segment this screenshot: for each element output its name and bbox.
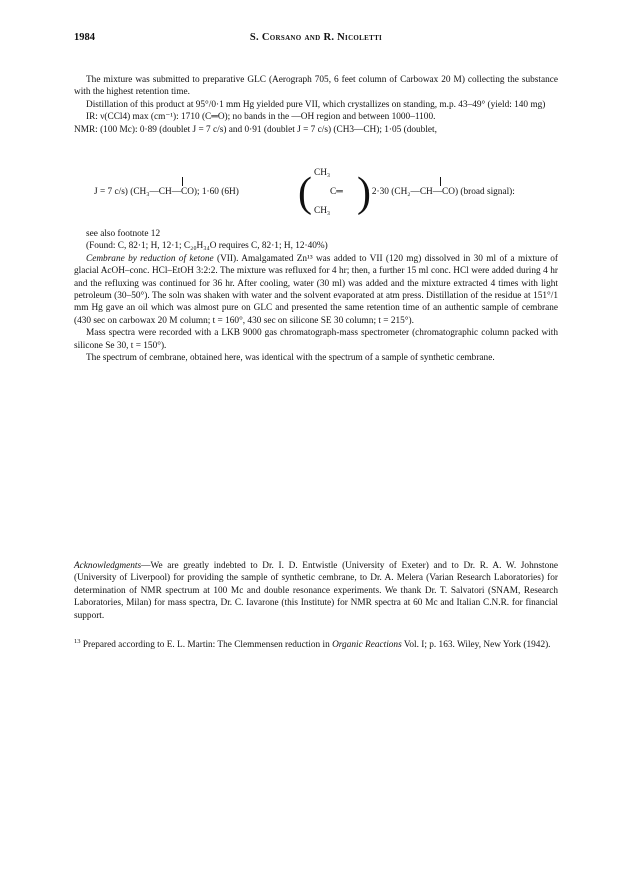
cembrane-paragraph <box>74 253 558 327</box>
glc-paragraph: The mixture was submitted to preparative GLC (Aerograph 705, 6 feet column of Carbowax 20 M) collecting the substance with the highest retention time. <box>74 75 558 98</box>
ack-label: Acknowledgments <box>74 561 142 571</box>
footnote-text-2: Vol. I; p. 163. Wiley, New York (1942). <box>401 640 551 650</box>
analysis-found: (Found: C, 82·1; H, 12·1; C₂₀H₃₄O requires C, 82·1; H, 12·40%) <box>86 241 328 252</box>
ack-text: —We are greatly indebted to Dr. I. D. Entwistle (University of Exeter) and to Dr. R. A. W. Johnstone (University of Liverpool) for providing the sample of synthetic cembrane, to Dr. A. Melera (Varian Research Laboratories) for determination of NMR spectrum at 100 Mc and double resonance experiments. We thank Dr. T. Salvatori (SNAM, Research Laboratories, Milan) for mass spectra, Dr. C. Iavarone (this Institute) for NMR spectra at 60 Mc and Italian C.N.R. for financial support. <box>74 561 558 621</box>
experimental-block-1 <box>74 74 558 136</box>
nmr-formula <box>74 166 558 224</box>
footnote-text-1: Prepared according to E. L. Martin: The Clemmensen reduction in <box>80 640 333 650</box>
see-also-note: see also footnote 12 <box>86 229 161 239</box>
footnote <box>74 639 558 651</box>
nmr-line: NMR: (100 Mc): 0·89 (doublet J = 7 c/s) and 0·91 (doublet J = 7 c/s) (CH3—CH); 1·05 (doublet, <box>74 124 437 135</box>
page-number: 1984 <box>74 32 95 43</box>
cembrane-text: (VII). Amalgamated Zn¹³ was added to VII (120 mg) dissolved in 30 ml of a mixture of glacial AcOH–conc. HCl–EtOH 3:2:2. The mixture was refluxed for 4 hr; then, a further 15 ml conc. HCl were added during 4 hr and the refluxing was continued for 36 hr. After cooling, water (30 ml) was added and the mixture extracted 4 times with light petroleum (30–50°). The soln was shaken with water and the solvent evaporated at atm press. Distillation of the residue at 151°/1 mm Hg gave an oil which was almost pure on GLC and presented the same retention time of an authentic sample of cembrane (430 sec on carbowax 20 M column; t = 160°, 430 sec on silicone SE 30 column; t = 215°). <box>74 253 558 326</box>
formula-part1: J = 7 c/s) (CH₃—CH—CO); 1·60 (6H) <box>94 187 239 197</box>
formula-ch3-top: CH₃ <box>314 168 331 178</box>
formula-part2: ; 2·30 (CH₂—CH—CO) (broad signal): <box>367 187 515 197</box>
formula-bond-2 <box>440 177 441 186</box>
page-header <box>74 32 558 46</box>
acknowledgments <box>74 560 558 622</box>
running-head: S. Corsano and R. Nicoletti <box>249 32 383 43</box>
formula-bond-1 <box>182 177 183 186</box>
footnote-mark: 13 <box>74 637 81 645</box>
ir-line: IR: ν(CCl4) max (cm⁻¹): 1710 (C═O); no bands in the —OH region and between 1000–1100. <box>86 112 436 123</box>
formula-ch3-bottom: CH₃ <box>314 206 331 216</box>
cembrane-title: Cembrane by reduction of ketone <box>86 253 214 264</box>
mass-spectra-paragraph: Mass spectra were recorded with a LKB 9000 gas chromatograph-mass spectrometer (chromatographic column packed with silicone Se 30, t = 150°). <box>74 328 558 351</box>
footnote-journal: Organic Reactions <box>332 640 402 650</box>
formula-c-mid: C═ <box>330 187 343 197</box>
open-paren: ( <box>298 170 312 216</box>
spectrum-paragraph: The spectrum of cembrane, obtained here, was identical with the spectrum of a sample of synthetic cembrane. <box>86 353 495 364</box>
close-paren: ) <box>357 170 371 216</box>
distillation-paragraph: Distillation of this product at 95°/0·1 mm Hg yielded pure VII, which crystallizes on standing, m.p. 43–49° (yield: 140 mg) <box>86 99 546 110</box>
experimental-block-2 <box>74 228 558 364</box>
